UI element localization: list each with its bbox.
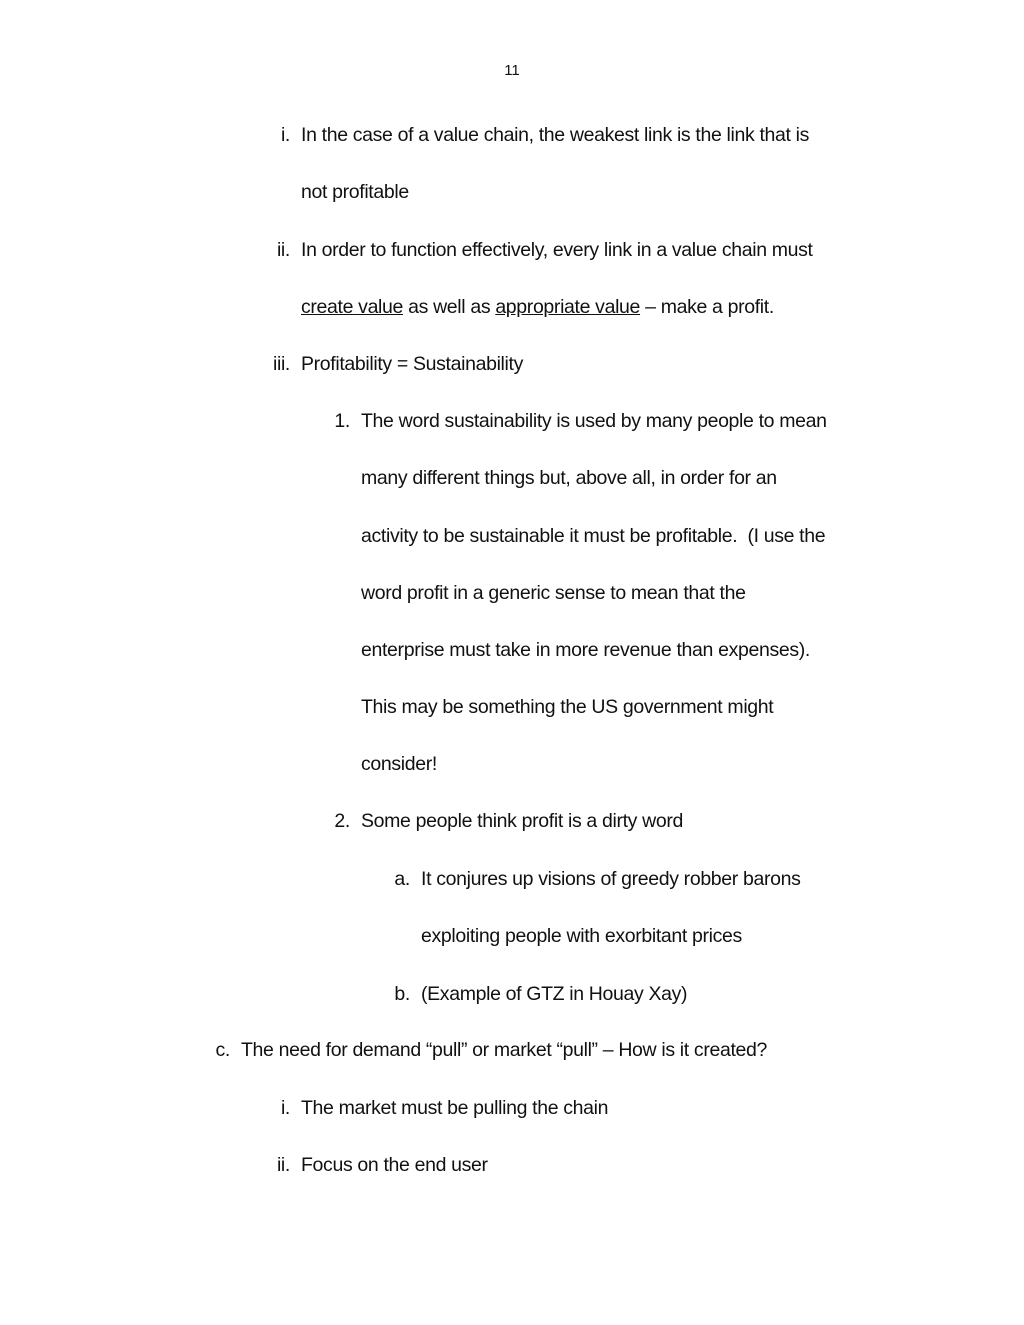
list-item-text: In the case of a value chain, the weakest link is the link that is — [301, 124, 810, 146]
list-marker: 2. — [334, 810, 350, 832]
list-marker: ii. — [276, 239, 290, 261]
text-segment: – make a profit. — [640, 296, 774, 318]
list-item-text: Focus on the end user — [301, 1154, 488, 1176]
list-item-text: activity to be sustainable it must be profitable. (I use the — [361, 525, 826, 547]
list-item-text: In order to function effectively, every link in a value chain must — [301, 239, 813, 261]
list-marker: 1. — [334, 410, 350, 432]
list-marker: a. — [394, 868, 410, 890]
list-item-text: The need for demand “pull” or market “pull” – How is it created? — [241, 1039, 768, 1061]
list-item-text — [301, 295, 774, 319]
list-marker: i. — [280, 124, 290, 146]
list-item-text: It conjures up visions of greedy robber barons — [421, 868, 801, 890]
list-item-text: (Example of GTZ in Houay Xay) — [421, 983, 688, 1005]
list-marker: ii. — [276, 1154, 290, 1176]
list-item-text: This may be something the US government might — [361, 696, 774, 718]
list-marker: b. — [394, 983, 410, 1005]
list-item-text: The market must be pulling the chain — [301, 1097, 609, 1119]
underlined-term-appropriate-value: appropriate value — [495, 296, 641, 318]
list-item-text: consider! — [361, 753, 437, 775]
list-marker: i. — [280, 1097, 290, 1119]
list-item-text: not profitable — [301, 181, 409, 203]
list-marker: iii. — [272, 353, 290, 375]
list-item-text: word profit in a generic sense to mean that the — [361, 582, 746, 604]
list-item-text: Profitability = Sustainability — [301, 353, 523, 375]
page-number: 11 — [504, 62, 520, 79]
text-segment: as well as — [403, 296, 496, 318]
list-marker: c. — [215, 1039, 230, 1061]
list-item-text: many different things but, above all, in order for an — [361, 467, 777, 489]
list-item-text: The word sustainability is used by many people to mean — [361, 410, 827, 432]
underlined-term-create-value: create value — [301, 296, 404, 318]
list-item-text: exploiting people with exorbitant prices — [421, 925, 742, 947]
list-item-text: Some people think profit is a dirty word — [361, 810, 683, 832]
list-item-text: enterprise must take in more revenue than expenses). — [361, 639, 810, 661]
